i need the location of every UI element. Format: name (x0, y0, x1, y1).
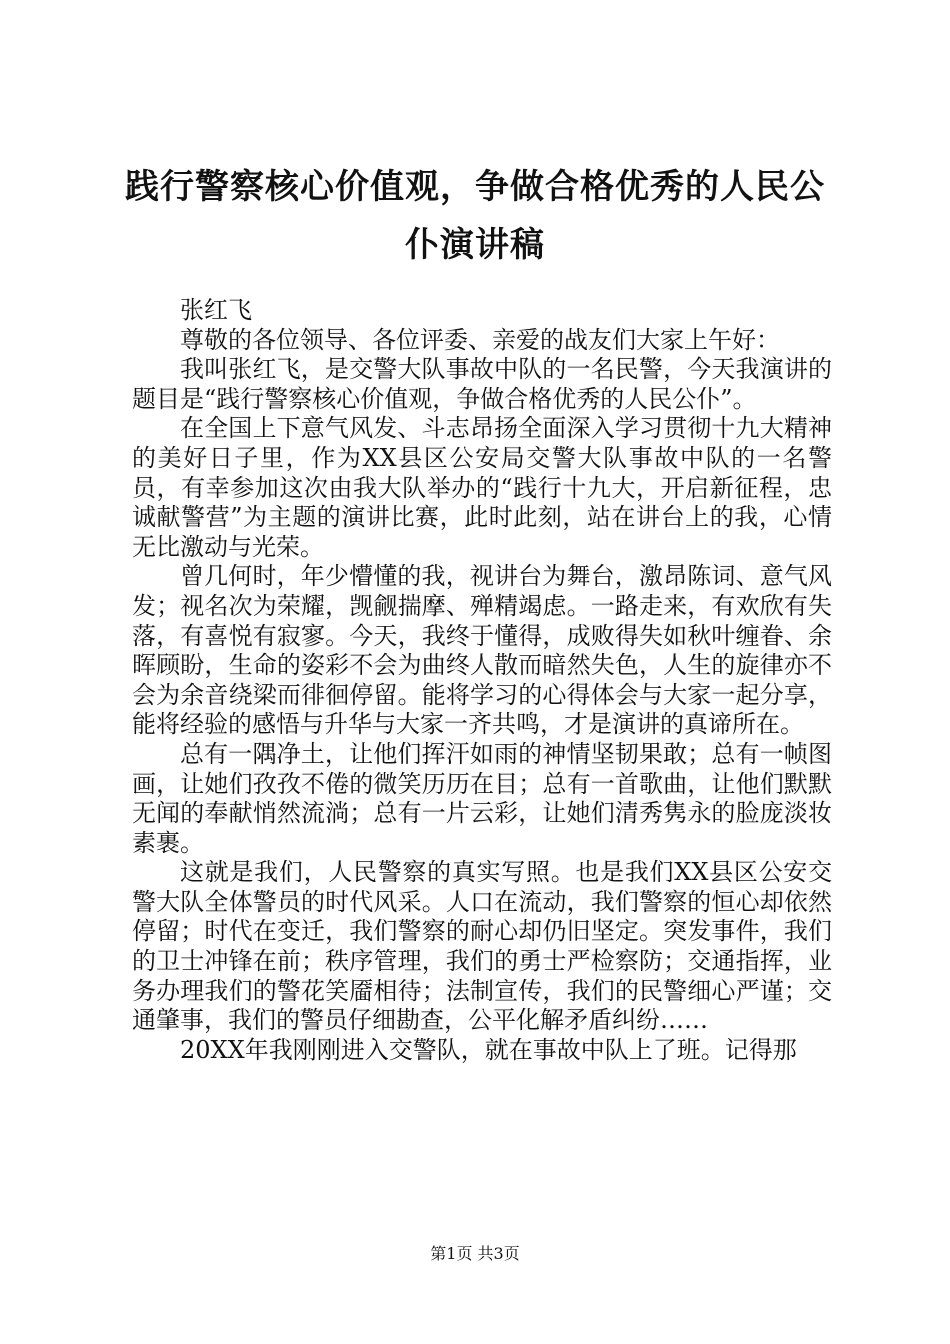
document-body (132, 296, 832, 1065)
page-footer: 第1页 共3页 (430, 1244, 520, 1263)
document-title: 践行警察核心价值观，争做合格优秀的人民公仆演讲稿 (125, 167, 825, 265)
paragraph: 总有一隅净土，让他们挥汗如雨的神情坚韧果敢；总有一帧图画，让她们孜孜不倦的微笑历历在目；总有一首歌曲，让他们默默无闻的奉献悄然流淌；总有一片云彩，让她们清秀隽永的脸庞淡妆素裹。 (132, 739, 832, 857)
paragraph: 这就是我们，人民警察的真实写照。也是我们XX县区公安交警大队全体警员的时代风采。人口在流动，我们警察的恒心却依然停留；时代在变迁，我们警察的耐心却仍旧坚定。突发事件，我们的卫士冲锋在前；秩序管理，我们的勇士严检察防；交通指挥，业务办理我们的警花笑靥相待；法制宣传，我们的民警细心严谨；交通肇事，我们的警员仔细勘查，公平化解矛盾纠纷…… (132, 858, 832, 1035)
paragraph: 尊敬的各位领导、各位评委、亲爱的战友们大家上午好： (180, 325, 780, 354)
author-line: 张红飞 (180, 296, 252, 324)
paragraph: 在全国上下意气风发、斗志昂扬全面深入学习贯彻十九大精神的美好日子里，作为XX县区公安局交警大队事故中队的一名警员，有幸参加这次由我大队举办的“践行十九大，开启新征程，忠诚献警营”为主题的演讲比赛，此时此刻，站在讲台上的我，心情无比激动与光荣。 (132, 414, 832, 561)
paragraph: 曾几何时，年少懵懂的我，视讲台为舞台，激昂陈词、意气风发；视名次为荣耀，觊觎揣摩、殚精竭虑。一路走来，有欢欣有失落，有喜悦有寂寥。今天，我终于懂得，成败得失如秋叶缠眷、余晖顾盼，生命的姿彩不会为曲终人散而暗然失色，人生的旋律亦不会为余音绕梁而徘徊停留。能将学习的心得体会与大家一起分享，能将经验的感悟与升华与大家一齐共鸣，才是演讲的真谛所在。 (132, 562, 832, 739)
paragraph: 我叫张红飞，是交警大队事故中队的一名民警，今天我演讲的题目是“践行警察核心价值观，争做合格优秀的人民公仆”。 (132, 355, 832, 413)
paragraph: 20XX年我刚刚进入交警队，就在事故中队上了班。记得那 (180, 1035, 797, 1064)
